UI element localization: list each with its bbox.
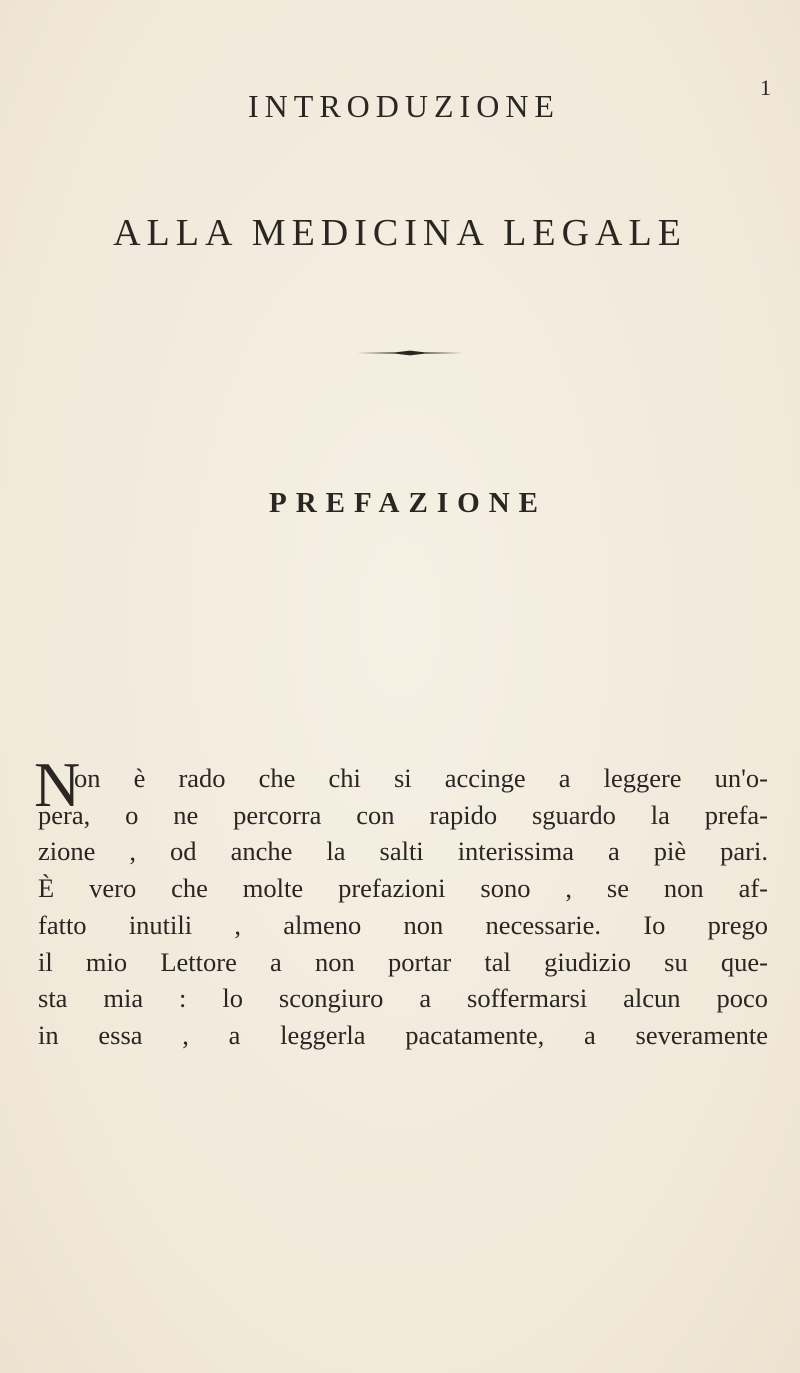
paragraph-line: il mio Lettore a non portar tal giudizio su que- — [38, 946, 768, 977]
paragraph-line: sta mia : lo scongiuro a soffermarsi alcun poco — [38, 983, 768, 1014]
paragraph-line: on è rado che chi si accinge a leggere un'o- — [74, 763, 768, 793]
title-line-medicina-legale: ALLA MEDICINA LEGALE — [113, 212, 687, 254]
paragraph-line: È vero che molte prefazioni sono , se non af- — [38, 873, 768, 904]
title-line-introduzione: INTRODUZIONE — [248, 88, 560, 124]
page-number: 1 — [760, 75, 771, 100]
preface-paragraph — [38, 760, 768, 1054]
paragraph-line: pera, o ne percorra con rapido sguardo la prefa- — [38, 799, 768, 830]
paragraph-line: zione , od anche la salti interissima a piè pari. — [38, 836, 768, 867]
paragraph-line: in essa , a leggerla pacatamente, a severamente — [38, 1019, 768, 1050]
ornamental-rule-icon — [355, 349, 465, 357]
paragraph-line: fatto inutili , almeno non necessarie. Io prego — [38, 909, 768, 940]
drop-cap: N — [34, 749, 81, 820]
section-title-prefazione: PREFAZIONE — [269, 487, 547, 519]
